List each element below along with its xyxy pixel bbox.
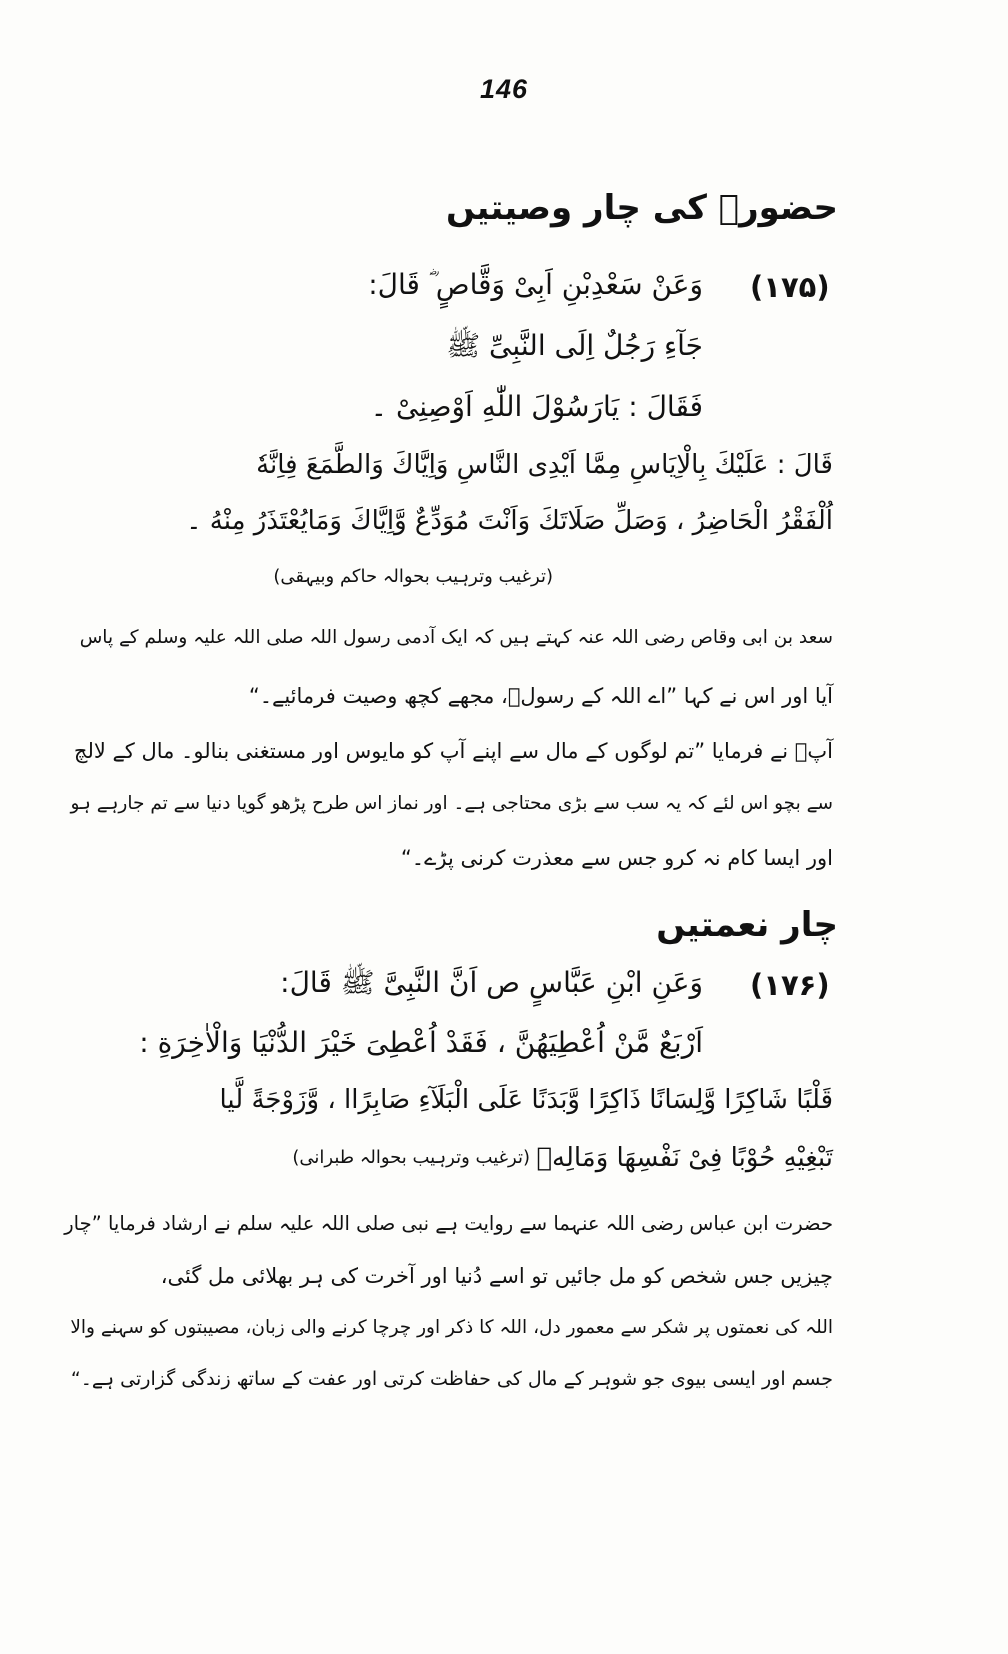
arabic-line: وَعَنِ ابْنِ عَبَّاسٍ ص اَنَّ النَّبِیَّ ﷺ قَالَ: (280, 966, 703, 999)
urdu-translation-line: اللہ کی نعمتوں پر شکر سے معمور دل، اللہ کا ذکر اور چرچا کرنے والی زبان، مصیبتوں کو سہنے والا (70, 1317, 833, 1338)
arabic-line: تَبْغِیْهِ حُوْبًا فِیْ نَفْسِهَا وَمَالِهٖ (536, 1143, 833, 1173)
urdu-translation-line: آیا اور اس نے کہا ”اے اللہ کے رسولؐ، مجھے کچھ وصیت فرمائیے۔“ (248, 684, 833, 708)
arabic-line: فَقَالَ : یَارَسُوْلَ اللّٰهِ اَوْصِنِیْ ۔ (370, 390, 703, 423)
section-heading-four-advices: حضورؐ کی چار وصیتیں (445, 188, 838, 228)
source-reference: (ترغیب وترہیب بحوالہ طبرانی) (292, 1147, 530, 1168)
urdu-translation-line: اور ایسا کام نہ کرو جس سے معذرت کرنی پڑے۔“ (400, 846, 833, 870)
section-heading-four-blessings: چار نعمتیں (656, 905, 838, 945)
page-number: 146 (479, 74, 529, 104)
arabic-line: اُلْفَقْرُ الْحَاضِرُ ، وَصَلِّ صَلَاتَكَ وَاَنْتَ مُوَدِّعٌ وَّاِیَّاكَ وَمَایُعْتَذَرُ مِنْهُ ۔ (186, 506, 833, 536)
urdu-translation-line: جسم اور ایسی بیوی جو شوہر کے مال کی حفاظت کرتی اور عفت کے ساتھ زندگی گزارتی ہے۔“ (70, 1368, 833, 1390)
source-reference: (ترغیب وترہیب بحوالہ حاکم وبیہقی) (273, 566, 553, 587)
arabic-line: قَلْبًا شَاكِرًا وَّلِسَانًا ذَاكِرًا وَّبَدَنًا عَلَی الْبَلَآءِ صَابِرًاا ، وَّزَوْجَةً لَّیا (219, 1085, 833, 1115)
hadith-number-175: (۱۷۵) (750, 270, 830, 304)
urdu-translation-line: حضرت ابن عباس رضی اللہ عنہما سے روایت ہے نبی صلی اللہ علیہ سلم نے ارشاد فرمایا ”چار (64, 1212, 833, 1235)
hadith-number-176: (۱۷۶) (750, 968, 830, 1002)
urdu-translation-line: سے بچو اس لئے کہ یہ سب سے بڑی محتاجی ہے۔ اور نماز اس طرح پڑھو گویا دنیا سے تم جارہے ہو (70, 793, 833, 814)
arabic-line: جَآءِ رَجُلٌ اِلَی النَّبِیِّ ﷺ (446, 329, 703, 362)
arabic-line: اَرْبَعٌ مَّنْ اُعْطِیَهُنَّ ، فَقَدْ اُعْطِیَ خَیْرَ الدُّنْیَا وَالْاٰخِرَةِ : (139, 1026, 703, 1059)
urdu-translation-line: سعد بن ابی وقاص رضی اللہ عنہ کہتے ہیں کہ ایک آدمی رسول اللہ صلی اللہ علیہ وسلم کے پاس (79, 627, 833, 648)
urdu-translation-line: چیزیں جس شخص کو مل جائیں تو اسے دُنیا اور آخرت کی ہر بھلائی مل گئی، (160, 1264, 833, 1288)
arabic-line: قَالَ : عَلَیْكَ بِالْاِیَاسِ مِمَّا اَیْدِی النَّاسِ وَاِیَّاكَ وَالطَّمَعَ فِاِنَّهٗ (256, 450, 833, 480)
urdu-translation-line: آپؐ نے فرمایا ”تم لوگوں کے مال سے اپنے آپ کو مایوس اور مستغنی بنالو۔ مال کے لالچ (73, 739, 833, 763)
arabic-line: وَعَنْ سَعْدِبْنِ اَبِیْ وَقَّاصٍ ؓ قَالَ: (368, 268, 703, 301)
